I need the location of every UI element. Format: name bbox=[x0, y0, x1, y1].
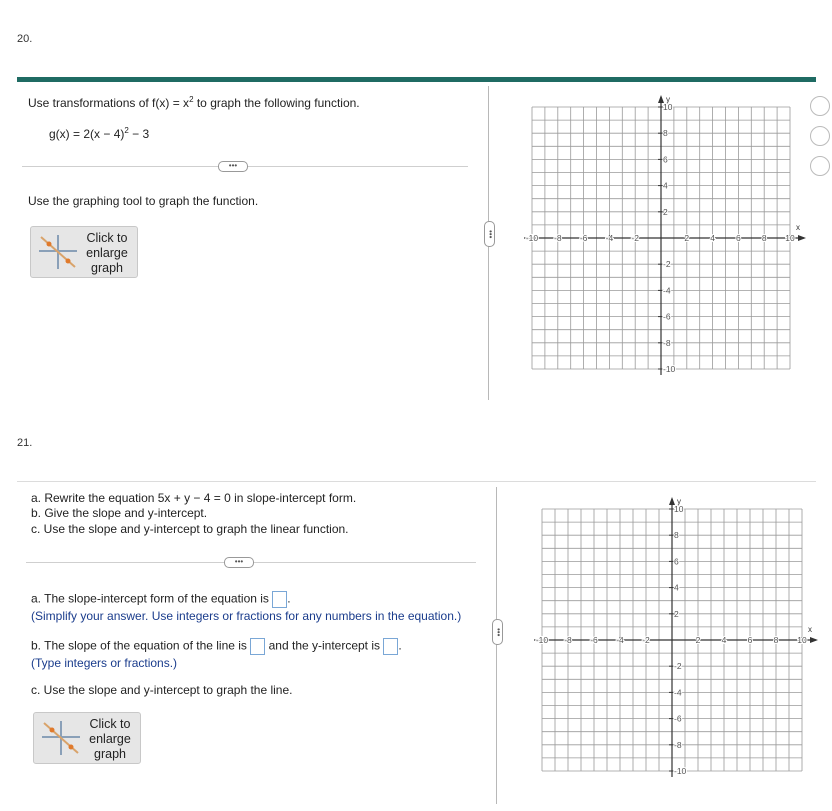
q21-answer-b-mid-text: and the y-intercept is bbox=[268, 638, 381, 653]
x-tick-label: -8 bbox=[554, 233, 562, 243]
q20-option-circle-3[interactable] bbox=[810, 156, 830, 176]
q21-answer-a bbox=[31, 591, 291, 608]
q21-slope-input[interactable] bbox=[250, 638, 265, 655]
y-tick-label: -4 bbox=[663, 285, 671, 296]
q20-function-text: g(x) = 2(x − 4) bbox=[49, 127, 125, 141]
q20-option-circle-1[interactable] bbox=[810, 96, 830, 116]
q20-option-circle-2[interactable] bbox=[810, 126, 830, 146]
q21-pane-resize-handle[interactable]: ••• bbox=[492, 619, 503, 645]
expand-details-button[interactable]: ••• bbox=[218, 161, 248, 172]
y-tick-label: -8 bbox=[674, 739, 682, 750]
y-tick-label: 2 bbox=[663, 206, 668, 217]
y-tick-label: 8 bbox=[663, 128, 668, 139]
x-tick-label: 10 bbox=[785, 233, 795, 243]
q21-enlarge-graph-button[interactable] bbox=[33, 712, 141, 764]
q20-prompt-text-end: to graph the following function. bbox=[193, 96, 360, 110]
x-tick-label: 4 bbox=[721, 635, 727, 645]
y-tick-label: 4 bbox=[674, 582, 679, 593]
q21-top-divider bbox=[17, 481, 816, 482]
q21-answer-b-period: . bbox=[398, 638, 402, 653]
y-tick-label: -10 bbox=[674, 766, 687, 776]
y-tick-label: 4 bbox=[663, 180, 668, 191]
x-tick-label: -6 bbox=[590, 635, 598, 645]
q20-enlarge-label: Click to enlarge graph bbox=[86, 231, 128, 275]
y-tick-label: -4 bbox=[674, 687, 682, 698]
x-tick-label: 8 bbox=[773, 635, 779, 645]
x-tick-label: -8 bbox=[564, 635, 572, 645]
question-number-20: 20. bbox=[17, 33, 33, 45]
x-tick-label: -4 bbox=[605, 233, 614, 243]
q20-function-text-end: − 3 bbox=[128, 127, 150, 141]
q21-hint-b: (Type integers or fractions.) bbox=[31, 656, 178, 670]
y-tick-label: 10 bbox=[663, 102, 673, 112]
q21-part-a-prompt: a. Rewrite the equation 5x + y − 4 = 0 in slope-intercept form. bbox=[31, 491, 357, 505]
q21-expand-details-button[interactable]: ••• bbox=[224, 557, 254, 568]
x-tick-label: -10 bbox=[535, 635, 549, 645]
q21-hint-a: (Simplify your answer. Use integers or fractions for any numbers in the equation.) bbox=[31, 609, 462, 623]
x-tick-label: -10 bbox=[525, 233, 539, 243]
y-tick-label: -6 bbox=[674, 713, 682, 724]
x-tick-label: 8 bbox=[761, 233, 767, 243]
y-tick-label: -2 bbox=[674, 661, 682, 672]
x-tick-label: 2 bbox=[684, 233, 690, 243]
y-tick-label: 6 bbox=[674, 556, 679, 567]
q21-answer-b bbox=[31, 638, 402, 655]
q20-prompt-text: Use transformations of f(x) = x bbox=[28, 96, 190, 110]
x-tick-label: 4 bbox=[710, 233, 715, 243]
q21-answer-c: c. Use the slope and y-intercept to graph the line. bbox=[31, 683, 293, 697]
q20-instruction: Use the graphing tool to graph the function. bbox=[28, 194, 259, 208]
question-header-bar bbox=[17, 77, 816, 82]
q21-part-c-prompt: c. Use the slope and y-intercept to graph the linear function. bbox=[31, 522, 349, 536]
y-tick-label: -6 bbox=[663, 311, 671, 322]
q21-coordinate-graph[interactable] bbox=[528, 492, 818, 784]
x-tick-label: 10 bbox=[797, 635, 807, 645]
q21-slope-intercept-form-input[interactable] bbox=[272, 591, 287, 608]
q20-prompt bbox=[28, 96, 360, 110]
x-tick-label: -2 bbox=[642, 635, 650, 645]
x-axis-label: x bbox=[808, 625, 812, 634]
y-axis-label: y bbox=[677, 497, 681, 506]
x-axis-label: x bbox=[796, 223, 800, 232]
q21-y-intercept-input[interactable] bbox=[383, 638, 398, 655]
q21-pane-divider bbox=[496, 487, 497, 804]
q20-function-exponent: 2 bbox=[124, 126, 129, 135]
q20-enlarge-graph-button[interactable] bbox=[30, 226, 138, 278]
q20-prompt-exponent: 2 bbox=[189, 95, 194, 104]
x-tick-label: -2 bbox=[631, 233, 639, 243]
q20-function bbox=[49, 127, 149, 141]
graph-tool-icon bbox=[37, 233, 79, 271]
x-axis-arrow bbox=[798, 235, 806, 241]
y-tick-label: 2 bbox=[674, 608, 679, 619]
y-tick-label: -10 bbox=[663, 364, 676, 374]
q21-answer-a-period: . bbox=[287, 591, 291, 606]
y-tick-label: -8 bbox=[663, 337, 671, 348]
y-tick-label: 10 bbox=[674, 504, 684, 514]
q21-answer-a-text: a. The slope-intercept form of the equation is bbox=[31, 591, 269, 606]
x-tick-label: 6 bbox=[747, 635, 753, 645]
x-tick-label: 2 bbox=[695, 635, 701, 645]
y-tick-label: 6 bbox=[663, 154, 668, 165]
q20-pane-resize-handle[interactable]: ••• bbox=[484, 221, 495, 247]
x-tick-label: 6 bbox=[736, 233, 741, 243]
q21-enlarge-label: Click to enlarge graph bbox=[89, 717, 131, 761]
x-tick-label: -4 bbox=[616, 635, 624, 645]
y-axis-label: y bbox=[666, 95, 670, 104]
y-tick-label: -2 bbox=[663, 259, 671, 270]
y-tick-label: 8 bbox=[674, 530, 679, 541]
q20-coordinate-graph[interactable] bbox=[520, 90, 810, 385]
q21-answer-b-text: b. The slope of the equation of the line is bbox=[31, 638, 247, 653]
q21-part-b-prompt: b. Give the slope and y-intercept. bbox=[31, 506, 208, 520]
graph-tool-icon bbox=[40, 719, 82, 757]
question-number-21: 21. bbox=[17, 437, 33, 449]
x-axis-arrow bbox=[810, 637, 818, 643]
x-tick-label: -6 bbox=[579, 233, 588, 243]
